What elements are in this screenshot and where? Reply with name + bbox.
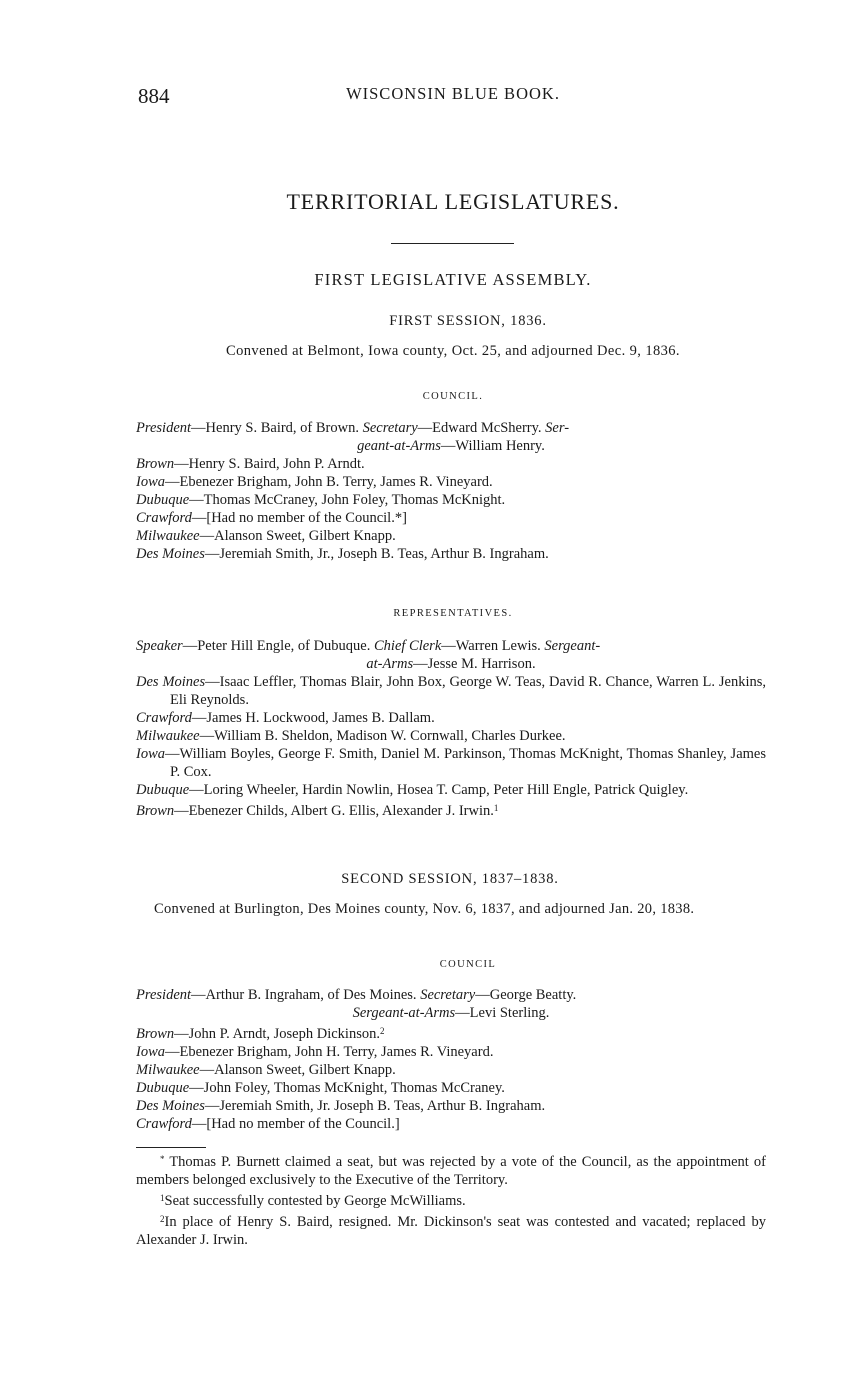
- member-names: —Jeremiah Smith, Jr., Joseph B. Teas, Arthur B. Ingraham.: [204, 546, 549, 562]
- footnote-ref: 1: [493, 803, 499, 813]
- member-names: —Henry S. Baird, John P. Arndt.: [174, 456, 365, 472]
- county-name: Iowa: [136, 746, 165, 762]
- county-name: Brown: [136, 803, 175, 819]
- footnote-text: In place of Henry S. Baird, resigned. Mr. Dickinson's seat was contested and vacated; replaced by Alexander J. Irwin.: [136, 1214, 766, 1248]
- officer-role: at-Arms: [366, 656, 414, 672]
- page-number: 884: [138, 84, 170, 108]
- member-names: —James H. Lockwood, James B. Dallam.: [191, 710, 435, 726]
- member-names: —John P. Arndt, Joseph Dickinson.: [174, 1026, 380, 1042]
- county-name: Iowa: [136, 474, 165, 490]
- officer-role: Secretary: [420, 987, 476, 1003]
- footnote-mark: 1: [160, 1193, 165, 1203]
- list-item: [136, 527, 766, 545]
- officer-name: —George Beatty.: [475, 987, 577, 1003]
- officer-name: —Levi Sterling.: [455, 1005, 550, 1021]
- officer-role: Secretary: [362, 420, 418, 436]
- footnote-mark: 2: [160, 1214, 165, 1224]
- member-names: —Alanson Sweet, Gilbert Knapp.: [199, 1062, 396, 1078]
- county-name: Brown: [136, 1026, 175, 1042]
- member-names: —Alanson Sweet, Gilbert Knapp.: [199, 528, 396, 544]
- county-name: Milwaukee: [136, 728, 200, 744]
- county-name: Brown: [136, 456, 175, 472]
- officer-role: Chief Clerk: [374, 638, 442, 654]
- officer-name: —Arthur B. Ingraham, of Des Moines.: [191, 987, 417, 1003]
- member-names: —William Boyles, George F. Smith, Daniel M. Parkinson, Thomas McKnight, Thomas Shanley, James P. Cox.: [165, 746, 766, 780]
- running-title: WISCONSIN BLUE BOOK.: [346, 84, 560, 103]
- list-item: [136, 745, 766, 781]
- list-item: [136, 781, 766, 799]
- title-rule: [391, 243, 514, 244]
- officer-role: President: [136, 987, 192, 1003]
- county-name: Dubuque: [136, 1080, 190, 1096]
- member-names: —John Foley, Thomas McKnight, Thomas McCraney.: [189, 1080, 505, 1096]
- member-names: —Jeremiah Smith, Jr. Joseph B. Teas, Arthur B. Ingraham.: [204, 1098, 546, 1114]
- representatives-officers: [136, 637, 766, 673]
- footnote: [136, 1210, 766, 1249]
- list-item: [136, 673, 766, 709]
- county-name: Dubuque: [136, 782, 190, 798]
- county-name: Des Moines: [136, 674, 206, 690]
- footnote-mark: *: [160, 1154, 165, 1164]
- county-name: Dubuque: [136, 492, 190, 508]
- county-name: Milwaukee: [136, 1062, 200, 1078]
- footnotes: [136, 1150, 766, 1249]
- county-name: Des Moines: [136, 1098, 205, 1114]
- second-session-convened: Convened at Burlington, Des Moines county, Nov. 6, 1837, and adjourned Jan. 20, 1838.: [154, 901, 695, 917]
- member-names: —Thomas McCraney, John Foley, Thomas McKnight.: [189, 492, 506, 508]
- officer-name: —Peter Hill Engle, of Dubuque.: [182, 638, 371, 654]
- list-item: [136, 1061, 766, 1079]
- list-item: [136, 1043, 766, 1061]
- list-item: [136, 1097, 766, 1115]
- member-names: —[Had no member of the Council.*]: [191, 510, 407, 526]
- second-council-list: [136, 986, 766, 1133]
- county-name: Milwaukee: [136, 528, 200, 544]
- county-name: Crawford: [136, 510, 192, 526]
- representatives-heading: REPRESENTATIVES.: [393, 608, 513, 619]
- member-names: —Ebenezer Childs, Albert G. Ellis, Alexander J. Irwin.: [174, 803, 494, 819]
- second-session-heading: SECOND SESSION, 1837–1838.: [341, 871, 559, 887]
- first-session-convened: Convened at Belmont, Iowa county, Oct. 25, and adjourned Dec. 9, 1836.: [226, 343, 680, 359]
- officer-name: —William Henry.: [440, 438, 545, 454]
- county-name: Crawford: [136, 710, 192, 726]
- officer-role: Sergeant-at-Arms: [352, 1005, 456, 1021]
- officer-role: geant-at-Arms: [357, 438, 441, 454]
- officer-name: —Warren Lewis.: [441, 638, 541, 654]
- first-council-officers: [136, 419, 766, 455]
- list-item: [136, 1022, 766, 1043]
- first-session-heading: FIRST SESSION, 1836.: [389, 313, 547, 329]
- officer-name: —Henry S. Baird, of Brown.: [191, 420, 359, 436]
- list-item: [136, 799, 766, 820]
- first-council-heading: COUNCIL.: [422, 391, 484, 402]
- list-item: [136, 455, 766, 473]
- county-name: Crawford: [136, 1116, 192, 1132]
- officer-role: Sergeant-: [544, 638, 601, 654]
- first-council-list: [136, 419, 766, 563]
- page-title: TERRITORIAL LEGISLATURES.: [286, 189, 620, 214]
- assembly-heading: FIRST LEGISLATIVE ASSEMBLY.: [314, 270, 592, 289]
- list-item: [136, 1079, 766, 1097]
- list-item: [136, 1115, 766, 1133]
- second-council-officers: [136, 986, 766, 1022]
- list-item: [136, 727, 766, 745]
- officer-role: President: [136, 420, 192, 436]
- officer-role: Ser-: [545, 420, 570, 436]
- officer-role: Speaker: [136, 638, 183, 654]
- footnote: [136, 1150, 766, 1189]
- member-names: —Ebenezer Brigham, John H. Terry, James R. Vineyard.: [165, 1044, 494, 1060]
- second-council-heading: COUNCIL: [439, 959, 497, 970]
- list-item: [136, 509, 766, 527]
- member-names: —Isaac Leffler, Thomas Blair, John Box, George W. Teas, David R. Chance, Warren L. Jenkins, Eli Reynolds.: [170, 674, 766, 708]
- list-item: [136, 709, 766, 727]
- list-item: [136, 491, 766, 509]
- footnote-ref: 2: [379, 1026, 385, 1036]
- county-name: Des Moines: [136, 546, 205, 562]
- list-item: [136, 545, 766, 563]
- officer-name: —Edward McSherry.: [417, 420, 542, 436]
- footnote: [136, 1189, 766, 1210]
- member-names: —William B. Sheldon, Madison W. Cornwall, Charles Durkee.: [199, 728, 566, 744]
- county-name: Iowa: [136, 1044, 165, 1060]
- footnote-rule: [136, 1147, 206, 1148]
- representatives-list: [136, 637, 766, 820]
- member-names: —Loring Wheeler, Hardin Nowlin, Hosea T. Camp, Peter Hill Engle, Patrick Quigley.: [189, 782, 689, 798]
- footnote-text: Seat successfully contested by George McWilliams.: [164, 1193, 466, 1209]
- officer-name: —Jesse M. Harrison.: [413, 656, 536, 672]
- member-names: —Ebenezer Brigham, John B. Terry, James R. Vineyard.: [165, 474, 493, 490]
- member-names: —[Had no member of the Council.]: [191, 1116, 400, 1132]
- list-item: [136, 473, 766, 491]
- footnote-text: Thomas P. Burnett claimed a seat, but was rejected by a vote of the Council, as the appointment of members belonged exclusively to the Executive of the Territory.: [136, 1154, 766, 1188]
